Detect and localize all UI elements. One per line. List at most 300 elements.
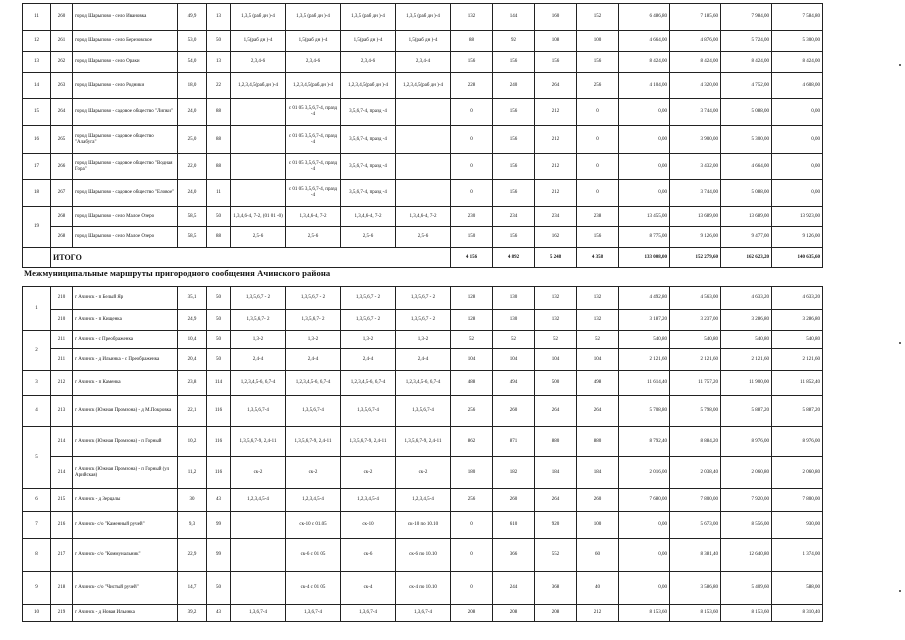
scan-mark — [899, 64, 901, 66]
trips-3: 52 — [535, 331, 577, 349]
total-value: 4 156 — [451, 248, 493, 268]
route-code: 264 — [51, 99, 73, 126]
table-row — [23, 31, 823, 52]
trips-1: 150 — [451, 227, 493, 248]
route-length: 24,9 — [178, 310, 207, 331]
amount-2: 8 381,40 — [670, 539, 721, 572]
amount-1: 13 455,00 — [619, 207, 670, 227]
schedule-4: ск-2 — [396, 457, 451, 489]
trips-2: 234 — [493, 207, 535, 227]
schedule-1: ск-2 — [231, 457, 286, 489]
amount-2: 2 121,60 — [670, 349, 721, 371]
amount-1: 0,00 — [619, 126, 670, 154]
amount-4: 4 633,20 — [772, 287, 823, 310]
trips-3: 552 — [535, 539, 577, 572]
route-name: город Шарыпово - садовое общество "Алабуга" — [73, 126, 178, 154]
route-name: г Ачинск- с/о "Коммунальник" — [73, 539, 178, 572]
row-number: 11 — [23, 4, 51, 31]
trips-3: 208 — [535, 605, 577, 622]
route-name: г Ачинск - п Кищенка — [73, 310, 178, 331]
amount-4: 540,80 — [772, 331, 823, 349]
amount-3: 2 060,80 — [721, 457, 772, 489]
trips-1: 228 — [451, 73, 493, 99]
schedule-2: с 01 05 3,5,6,7-4, празд -4 — [286, 99, 341, 126]
schedule-1 — [231, 154, 286, 180]
route-name: г Ачинск - д Ильинка - с Преображенка — [73, 349, 178, 371]
trips-3: 156 — [535, 52, 577, 73]
trips-3: 132 — [535, 310, 577, 331]
trips-4: 498 — [577, 371, 619, 396]
trips-1: 0 — [451, 126, 493, 154]
trips-4: 880 — [577, 427, 619, 457]
amount-3: 5 088,00 — [721, 99, 772, 126]
amount-4: 2 060,80 — [772, 457, 823, 489]
schedule-2: 1,3,5 (раб дн )-4 — [286, 4, 341, 31]
amount-2: 4 563,00 — [670, 287, 721, 310]
schedule-1 — [231, 99, 286, 126]
trips-2: 92 — [493, 31, 535, 52]
table-row — [23, 539, 823, 572]
schedule-2: 2,3,4-6 — [286, 52, 341, 73]
route-length: 24,0 — [178, 99, 207, 126]
schedule-1 — [231, 539, 286, 572]
route-code: 268 — [51, 207, 73, 227]
route-name: город Шарыпово - село Малое Озеро — [73, 207, 178, 227]
bus-class: 50 — [207, 287, 231, 310]
schedule-3: 1,3,5,6,7 - 2 — [341, 310, 396, 331]
trips-2: 182 — [493, 457, 535, 489]
amount-4: 8 976,00 — [772, 427, 823, 457]
row-number: 4 — [23, 396, 51, 427]
trips-1: 132 — [451, 4, 493, 31]
route-name: город Шарыпово - село Березовское — [73, 31, 178, 52]
trips-1: 488 — [451, 371, 493, 396]
amount-2: 2 038,40 — [670, 457, 721, 489]
schedule-2: 2,5-6 — [286, 227, 341, 248]
schedule-1: 1,2,3,4,5(раб.дн )-4 — [231, 73, 286, 99]
route-name: город Шарыпово - село Ораки — [73, 52, 178, 73]
route-name: г Ачинск - п Белый Яр — [73, 287, 178, 310]
trips-3: 234 — [535, 207, 577, 227]
trips-4: 238 — [577, 207, 619, 227]
route-length: 53,0 — [178, 31, 207, 52]
trips-2: 156 — [493, 126, 535, 154]
schedule-1: 1,2,3,4,5-6, 6,7-4 — [231, 371, 286, 396]
trips-4: 264 — [577, 396, 619, 427]
route-length: 11,2 — [178, 457, 207, 489]
trips-3: 108 — [535, 31, 577, 52]
table-row — [23, 349, 823, 371]
trips-4: 0 — [577, 126, 619, 154]
amount-3: 7 920,00 — [721, 489, 772, 512]
schedule-2: 1,3-2 — [286, 331, 341, 349]
bus-class: 114 — [207, 371, 231, 396]
schedule-4: 1,3,5 (раб дн )-4 — [396, 4, 451, 31]
row-number: 7 — [23, 512, 51, 539]
trips-1: 0 — [451, 99, 493, 126]
trips-3: 162 — [535, 227, 577, 248]
trips-3: 104 — [535, 349, 577, 371]
schedule-2: 1,3,4,6-4, 7-2 — [286, 207, 341, 227]
table-row — [23, 371, 823, 396]
route-name: город Шарыпово - село Ивановка — [73, 4, 178, 31]
route-length: 22,1 — [178, 396, 207, 427]
amount-2: 3 432,00 — [670, 154, 721, 180]
amount-4: 1 374,00 — [772, 539, 823, 572]
trips-3: 212 — [535, 180, 577, 207]
route-length: 30 — [178, 489, 207, 512]
bus-class: 11 — [207, 180, 231, 207]
amount-3: 2 121,60 — [721, 349, 772, 371]
trips-2: 610 — [493, 512, 535, 539]
amount-3: 7 984,00 — [721, 4, 772, 31]
amount-2: 5 673,00 — [670, 512, 721, 539]
row-number: 16 — [23, 126, 51, 154]
table-row — [23, 489, 823, 512]
scan-mark — [899, 590, 901, 592]
trips-2: 494 — [493, 371, 535, 396]
amount-4: 588,00 — [772, 572, 823, 605]
table-row — [23, 207, 823, 227]
total-blank — [23, 248, 51, 268]
schedule-4: 1,2,3,4,5(раб дн )-4 — [396, 73, 451, 99]
route-length: 22,9 — [178, 539, 207, 572]
amount-2: 4 876,00 — [670, 31, 721, 52]
routes-table-sharypovo — [22, 3, 823, 268]
route-length: 9,3 — [178, 512, 207, 539]
row-number: 17 — [23, 154, 51, 180]
schedule-4: 2,5-6 — [396, 227, 451, 248]
amount-1: 5 708,80 — [619, 396, 670, 427]
amount-3: 4 664,00 — [721, 154, 772, 180]
amount-3: 13 689,00 — [721, 207, 772, 227]
schedule-4: 1,2,3,4,5-4 — [396, 489, 451, 512]
row-number: 3 — [23, 371, 51, 396]
trips-1: 88 — [451, 31, 493, 52]
schedule-4: 1,3,5,6,7-4 — [396, 396, 451, 427]
amount-3: 5 887,20 — [721, 396, 772, 427]
trips-2: 156 — [493, 154, 535, 180]
row-number: 15 — [23, 99, 51, 126]
schedule-1: 1,3,4,6-4, 7-2, (01 01 -0) — [231, 207, 286, 227]
amount-2: 4 320,00 — [670, 73, 721, 99]
bus-class: 116 — [207, 457, 231, 489]
amount-3: 8 424,00 — [721, 52, 772, 73]
routes-table-achinsk — [22, 286, 823, 622]
trips-1: 128 — [451, 310, 493, 331]
route-code: 210 — [51, 310, 73, 331]
row-number: 10 — [23, 605, 51, 622]
amount-3: 3 286,80 — [721, 310, 772, 331]
schedule-4: ск-6 по 10.10 — [396, 539, 451, 572]
table-row — [23, 52, 823, 73]
schedule-2: 1,3,5,6,7-4 — [286, 396, 341, 427]
schedule-4: ск-4 по 10.10 — [396, 572, 451, 605]
amount-1: 540,80 — [619, 331, 670, 349]
schedule-4: 1,3,5,6,7 - 2 — [396, 287, 451, 310]
route-name: г Ачинск (Южная Промзона) - д М.Покровка — [73, 396, 178, 427]
amount-4: 7 800,00 — [772, 489, 823, 512]
route-length: 35,1 — [178, 287, 207, 310]
amount-2: 3 744,00 — [670, 180, 721, 207]
schedule-4: 2,4-4 — [396, 349, 451, 371]
route-code: 214 — [51, 427, 73, 457]
trips-3: 500 — [535, 371, 577, 396]
total-value: 5 248 — [535, 248, 577, 268]
schedule-1: 1,3,5,6,7- 2 — [231, 310, 286, 331]
route-length: 22,0 — [178, 154, 207, 180]
schedule-3: 2,5-6 — [341, 227, 396, 248]
row-number: 5 — [23, 427, 51, 489]
route-code: 211 — [51, 349, 73, 371]
table-row — [23, 331, 823, 349]
amount-3: 12 640,80 — [721, 539, 772, 572]
amount-1: 0,00 — [619, 99, 670, 126]
trips-4: 156 — [577, 52, 619, 73]
trips-4: 104 — [577, 349, 619, 371]
row-number: 12 — [23, 31, 51, 52]
schedule-3: 2,4-4 — [341, 349, 396, 371]
amount-4: 0,00 — [772, 180, 823, 207]
amount-1: 2 016,00 — [619, 457, 670, 489]
bus-class: 88 — [207, 126, 231, 154]
route-code: 213 — [51, 396, 73, 427]
trips-2: 208 — [493, 605, 535, 622]
schedule-2: 1,3,5,6,7-9, 2,4-11 — [286, 427, 341, 457]
total-row — [23, 248, 823, 268]
amount-4: 7 584,80 — [772, 4, 823, 31]
bus-class: 50 — [207, 331, 231, 349]
schedule-2: 1,3,5,6,7- 2 — [286, 310, 341, 331]
schedule-3: 3,5,6,7-4, празд -4 — [341, 99, 396, 126]
trips-2: 240 — [493, 73, 535, 99]
amount-4: 0,00 — [772, 126, 823, 154]
schedule-3: 1,5(раб дн )-4 — [341, 31, 396, 52]
route-code: 216 — [51, 512, 73, 539]
amount-3: 8 153,60 — [721, 605, 772, 622]
table-row — [23, 457, 823, 489]
row-number: 19 — [23, 207, 51, 248]
bus-class: 88 — [207, 154, 231, 180]
amount-2: 8 153,60 — [670, 605, 721, 622]
table-row — [23, 126, 823, 154]
route-code: 263 — [51, 73, 73, 99]
schedule-1: 1,3,5,6,7-4 — [231, 396, 286, 427]
amount-1: 4 664,00 — [619, 31, 670, 52]
schedule-1: 2,3,4-6 — [231, 52, 286, 73]
schedule-1 — [231, 512, 286, 539]
route-name: г Ачинск - п Каменка — [73, 371, 178, 396]
amount-4: 8 424,00 — [772, 52, 823, 73]
trips-1: 862 — [451, 427, 493, 457]
schedule-4: 1,3,4,6-4, 7-2 — [396, 207, 451, 227]
bus-class: 43 — [207, 489, 231, 512]
schedule-2: 2,4-4 — [286, 349, 341, 371]
scan-mark — [899, 342, 901, 344]
schedule-2: 1,2,3,4,5(раб.дн )-4 — [286, 73, 341, 99]
route-length: 54,0 — [178, 52, 207, 73]
amount-3: 5 300,00 — [721, 126, 772, 154]
bus-class: 99 — [207, 539, 231, 572]
bus-class: 99 — [207, 512, 231, 539]
amount-1: 8 424,00 — [619, 52, 670, 73]
amount-2: 5 798,00 — [670, 396, 721, 427]
route-length: 58,5 — [178, 227, 207, 248]
schedule-1 — [231, 126, 286, 154]
route-length: 25,0 — [178, 126, 207, 154]
route-name: г Ачинск - с Преображенка — [73, 331, 178, 349]
schedule-1: 1,3-2 — [231, 331, 286, 349]
schedule-3: 1,2,3,4,5(раб дн )-4 — [341, 73, 396, 99]
amount-1: 4 104,00 — [619, 73, 670, 99]
trips-4: 212 — [577, 605, 619, 622]
schedule-1 — [231, 180, 286, 207]
route-length: 20,4 — [178, 349, 207, 371]
amount-1: 8 792,40 — [619, 427, 670, 457]
trips-4: 100 — [577, 31, 619, 52]
table-row — [23, 572, 823, 605]
trips-1: 180 — [451, 457, 493, 489]
trips-4: 0 — [577, 180, 619, 207]
route-name: город Шарыпово - село Родники — [73, 73, 178, 99]
trips-2: 52 — [493, 331, 535, 349]
route-code: 215 — [51, 489, 73, 512]
amount-2: 7 800,00 — [670, 489, 721, 512]
total-value: 152 279,60 — [670, 248, 721, 268]
section-title: Межмуниципальные маршруты пригородного сообщения Ачинского района — [24, 268, 331, 278]
schedule-1: 1,3,5,6,7-9, 2,4-11 — [231, 427, 286, 457]
trips-3: 264 — [535, 396, 577, 427]
amount-1: 2 121,60 — [619, 349, 670, 371]
bus-class: 50 — [207, 310, 231, 331]
bus-class: 116 — [207, 427, 231, 457]
route-length: 24,0 — [178, 180, 207, 207]
amount-3: 8 976,00 — [721, 427, 772, 457]
amount-4: 13 923,00 — [772, 207, 823, 227]
amount-3: 4 633,20 — [721, 287, 772, 310]
schedule-3: 1,3-2 — [341, 331, 396, 349]
amount-3: 11 900,00 — [721, 371, 772, 396]
row-number: 8 — [23, 539, 51, 572]
amount-4: 930,00 — [772, 512, 823, 539]
trips-2: 366 — [493, 539, 535, 572]
schedule-3: 1,2,3,4,5-6, 6,7-4 — [341, 371, 396, 396]
amount-2: 7 185,60 — [670, 4, 721, 31]
trips-1: 52 — [451, 331, 493, 349]
trips-3: 160 — [535, 4, 577, 31]
schedule-2: 1,2,3,4,5-6, 6,7-4 — [286, 371, 341, 396]
trips-2: 156 — [493, 227, 535, 248]
trips-4: 60 — [577, 539, 619, 572]
trips-1: 208 — [451, 605, 493, 622]
route-code: 268 — [51, 227, 73, 248]
row-number: 13 — [23, 52, 51, 73]
schedule-3: ск-6 — [341, 539, 396, 572]
route-code: 214 — [51, 457, 73, 489]
amount-4: 0,00 — [772, 99, 823, 126]
amount-3: 9 477,00 — [721, 227, 772, 248]
trips-3: 920 — [535, 512, 577, 539]
schedule-3: 1,3,5,6,7 - 2 — [341, 287, 396, 310]
trips-3: 184 — [535, 457, 577, 489]
schedule-3: 1,2,3,4,5-4 — [341, 489, 396, 512]
schedule-2: 1,2,3,4,5-4 — [286, 489, 341, 512]
trips-2: 144 — [493, 4, 535, 31]
schedule-4 — [396, 154, 451, 180]
amount-1: 0,00 — [619, 154, 670, 180]
trips-2: 130 — [493, 287, 535, 310]
amount-1: 0,00 — [619, 539, 670, 572]
trips-4: 0 — [577, 99, 619, 126]
total-value: 140 635,60 — [772, 248, 823, 268]
schedule-1 — [231, 572, 286, 605]
table-row — [23, 227, 823, 248]
trips-3: 212 — [535, 126, 577, 154]
route-code: 261 — [51, 31, 73, 52]
schedule-2: с 01 05 3,5,6,7-4, празд -4 — [286, 126, 341, 154]
amount-2: 8 884,20 — [670, 427, 721, 457]
amount-1: 7 680,00 — [619, 489, 670, 512]
schedule-2: с 01 05 3,5,6,7-4, празд -4 — [286, 154, 341, 180]
trips-4: 260 — [577, 489, 619, 512]
amount-1: 0,00 — [619, 512, 670, 539]
row-number: 18 — [23, 180, 51, 207]
trips-4: 40 — [577, 572, 619, 605]
route-name: город Шарыпово - садовое общество "Липки" — [73, 99, 178, 126]
total-value: 162 623,20 — [721, 248, 772, 268]
total-label: ИТОГО — [51, 248, 451, 268]
bus-class: 50 — [207, 207, 231, 227]
amount-2: 8 424,00 — [670, 52, 721, 73]
amount-2: 3 586,80 — [670, 572, 721, 605]
trips-4: 184 — [577, 457, 619, 489]
route-name: г Ачинск (Южная Промзона) - п Горный (ул Арийская) — [73, 457, 178, 489]
trips-2: 260 — [493, 489, 535, 512]
route-code: 260 — [51, 4, 73, 31]
schedule-1: 2,5-6 — [231, 227, 286, 248]
route-name: город Шарыпово - садовое общество "Водная Гора" — [73, 154, 178, 180]
trips-1: 0 — [451, 572, 493, 605]
amount-4: 3 286,80 — [772, 310, 823, 331]
schedule-4: ск-10 по 10.10 — [396, 512, 451, 539]
bus-class: 13 — [207, 52, 231, 73]
amount-3: 5 088,00 — [721, 180, 772, 207]
schedule-2: 1,5(раб дн )-4 — [286, 31, 341, 52]
amount-4: 0,00 — [772, 154, 823, 180]
schedule-2: 1,3,6,7-4 — [286, 605, 341, 622]
route-code: 265 — [51, 126, 73, 154]
route-code: 218 — [51, 572, 73, 605]
route-length: 49,9 — [178, 4, 207, 31]
trips-1: 0 — [451, 512, 493, 539]
bus-class: 88 — [207, 227, 231, 248]
table-row — [23, 287, 823, 310]
trips-4: 0 — [577, 154, 619, 180]
route-name: г Ачинск- с/о "Каменный ручей" — [73, 512, 178, 539]
schedule-1: 1,3,5 (раб дн )-4 — [231, 4, 286, 31]
trips-1: 156 — [451, 52, 493, 73]
table-row — [23, 310, 823, 331]
trips-4: 156 — [577, 227, 619, 248]
schedule-1: 1,3,5,6,7 - 2 — [231, 287, 286, 310]
trips-3: 880 — [535, 427, 577, 457]
trips-1: 256 — [451, 489, 493, 512]
amount-2: 9 126,00 — [670, 227, 721, 248]
amount-4: 9 126,00 — [772, 227, 823, 248]
schedule-4 — [396, 180, 451, 207]
route-length: 10,2 — [178, 427, 207, 457]
route-code: 266 — [51, 154, 73, 180]
